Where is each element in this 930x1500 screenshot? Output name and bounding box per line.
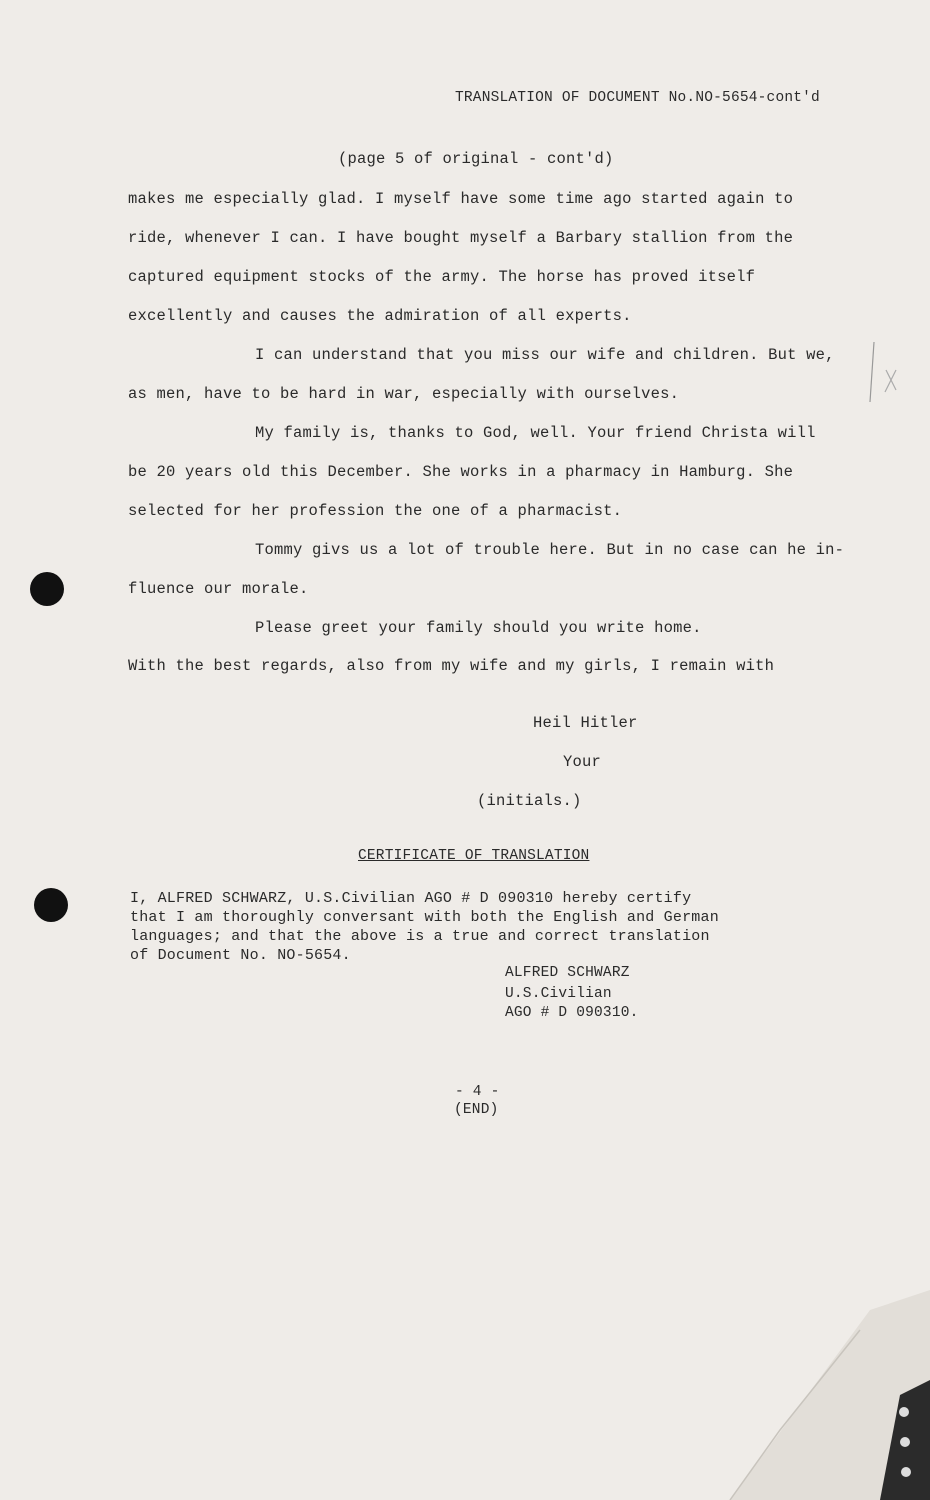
body-line: excellently and causes the admiration of all experts. <box>128 307 632 325</box>
page-subheader: (page 5 of original - cont'd) <box>338 150 614 168</box>
signature-name: ALFRED SCHWARZ <box>505 965 630 981</box>
page-number: - 4 - <box>455 1084 500 1100</box>
punch-hole <box>34 888 68 922</box>
certificate-line: of Document No. NO-5654. <box>130 947 351 964</box>
certificate-title: CERTIFICATE OF TRANSLATION <box>358 848 590 864</box>
body-line: ride, whenever I can. I have bought myself a Barbary stallion from the <box>128 229 794 247</box>
body-line: Please greet your family should you write home. <box>255 619 702 637</box>
signature-ago: AGO # D 090310. <box>505 1005 639 1021</box>
closing-your: Your <box>563 753 602 771</box>
body-line: My family is, thanks to God, well. Your friend Christa will <box>255 424 816 442</box>
body-line: fluence our morale. <box>128 580 309 598</box>
body-line: be 20 years old this December. She works in a pharmacy in Hamburg. She <box>128 463 794 481</box>
signature-title: U.S.Civilian <box>505 986 612 1002</box>
certificate-line: that I am thoroughly conversant with both the English and German <box>130 909 719 926</box>
end-marker: (END) <box>454 1102 499 1118</box>
body-line: captured equipment stocks of the army. The horse has proved itself <box>128 268 756 286</box>
body-line: selected for her profession the one of a pharmacist. <box>128 502 623 520</box>
certificate-line: I, ALFRED SCHWARZ, U.S.Civilian AGO # D 090310 hereby certify <box>130 890 692 907</box>
closing-initials: (initials.) <box>477 792 582 810</box>
punch-hole <box>30 572 64 606</box>
document-header: TRANSLATION OF DOCUMENT No.NO-5654-cont'd <box>455 90 820 106</box>
body-line: makes me especially glad. I myself have some time ago started again to <box>128 190 794 208</box>
certificate-line: languages; and that the above is a true and correct translation <box>130 928 710 945</box>
body-line: as men, have to be hard in war, especially with ourselves. <box>128 385 680 403</box>
body-line: I can understand that you miss our wife and children. But we, <box>255 346 835 364</box>
closing-salute: Heil Hitler <box>533 714 638 732</box>
body-line: With the best regards, also from my wife and my girls, I remain with <box>128 657 775 675</box>
body-line: Tommy givs us a lot of trouble here. But in no case can he in- <box>255 541 845 559</box>
margin-mark <box>868 340 898 410</box>
